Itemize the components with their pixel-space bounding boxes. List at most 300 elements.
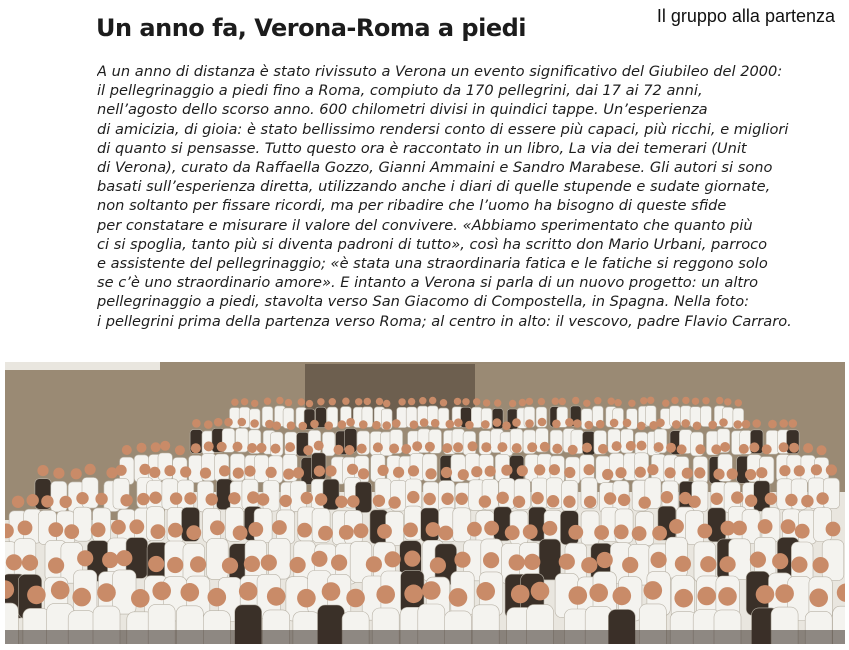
article-line: per constatare e misurare il valore del convivere. «Abbiamo sperimentato che quanto più [97, 216, 753, 234]
pilgrim-head [247, 443, 257, 453]
pilgrim-head [272, 421, 281, 430]
pilgrim-head [596, 420, 605, 429]
pilgrim-head [285, 442, 295, 452]
pilgrim-head [373, 495, 385, 507]
pilgrim-head [251, 400, 258, 407]
pilgrim-head [6, 554, 22, 570]
pilgrim-head [338, 420, 347, 429]
pilgrim-head [426, 522, 441, 537]
pilgrim-head [364, 398, 371, 405]
pilgrim-head [681, 419, 690, 428]
pilgrim-head [129, 519, 144, 534]
pilgrim-head [442, 443, 452, 453]
pilgrim-head [582, 443, 592, 453]
pilgrim-head [585, 421, 594, 430]
pilgrim-head [64, 524, 79, 539]
pilgrim-head [454, 398, 461, 405]
pilgrim-head [795, 524, 810, 539]
pilgrim-head [342, 398, 349, 405]
pilgrim-head [791, 557, 807, 573]
pilgrim-head [674, 589, 693, 608]
pilgrim-head [563, 496, 575, 508]
pilgrim-head [483, 399, 490, 406]
pilgrim-head [301, 492, 313, 504]
pilgrim-head [293, 467, 304, 478]
pilgrim-head [297, 523, 312, 538]
pilgrim-head [665, 467, 676, 478]
pilgrim-head [682, 468, 693, 479]
article-line: basati sull’esperienza diretta, utilizzando anche i diari di quelle stupende e sudate giornate, [97, 178, 771, 196]
pilgrim-head [297, 589, 316, 608]
pilgrim-head [594, 397, 601, 404]
pilgrim-head [644, 581, 663, 600]
pilgrim-head [584, 496, 596, 508]
pilgrim-head [27, 494, 39, 506]
pilgrim-head [720, 442, 730, 452]
pilgrim-head [238, 418, 247, 427]
pilgrim-head [440, 399, 447, 406]
pilgrim-head [441, 467, 452, 478]
pilgrim-head [324, 421, 333, 430]
article-line: ci si spoglia, tanto più si diventa padroni di tutto», così ha scritto don Mario Urbani, parroco [97, 235, 768, 253]
pilgrim-head [431, 419, 440, 428]
pilgrim-head [727, 468, 738, 479]
pilgrim-head [718, 587, 737, 606]
pilgrim-head [120, 494, 132, 506]
pilgrim-head [454, 418, 463, 427]
article-line: il pellegrinaggio a piedi fino a Roma, compiuto da 170 pellegrini, dai 17 ai 72 anni, [97, 82, 703, 100]
pilgrim-head [531, 492, 543, 504]
pilgrim-head [366, 556, 382, 572]
pilgrim-head [204, 420, 213, 429]
pilgrim-head [497, 492, 509, 504]
pilgrim-head [597, 552, 613, 568]
pilgrim-head [283, 469, 294, 480]
pilgrim-head [547, 495, 559, 507]
pilgrim-body [189, 455, 203, 482]
pilgrim-head [742, 420, 751, 429]
pilgrim-head [403, 523, 418, 538]
pilgrim-head [170, 492, 182, 504]
pilgrim-head [656, 419, 665, 428]
pilgrim-head [779, 442, 789, 452]
pilgrim-head [71, 468, 82, 479]
pilgrim-head [468, 441, 478, 451]
pilgrim-head [208, 588, 227, 607]
pilgrim-head [315, 493, 327, 505]
pilgrim-head [826, 464, 837, 475]
pilgrim-head [72, 588, 91, 607]
pilgrim-head [137, 443, 147, 453]
pilgrim-head [756, 467, 767, 478]
pilgrim-head [148, 556, 164, 572]
pilgrim-head [404, 551, 420, 567]
pilgrim-head [672, 420, 681, 429]
pilgrim-head [509, 400, 516, 407]
pilgrim-head [775, 584, 794, 603]
pilgrim-head [149, 492, 161, 504]
pilgrim-head [512, 418, 521, 427]
pilgrim-head [531, 582, 550, 601]
pilgrim-head [502, 421, 511, 430]
pilgrim-head [695, 444, 705, 454]
pilgrim-head [266, 467, 277, 478]
pilgrim-head [654, 442, 664, 452]
pilgrim-head [569, 586, 588, 605]
group-photo-illustration [5, 362, 845, 644]
pilgrim-head [429, 397, 436, 404]
pilgrim-head [479, 495, 491, 507]
pilgrim-head [420, 418, 429, 427]
pilgrim-head [373, 442, 383, 452]
pilgrim-head [713, 469, 724, 480]
pilgrim-head [244, 556, 260, 572]
pilgrim-head [224, 418, 233, 427]
pilgrim-head [303, 445, 313, 455]
pilgrim-head [257, 493, 269, 505]
pilgrim-head [345, 445, 355, 455]
pilgrim-head [388, 496, 400, 508]
pilgrim-head [734, 420, 743, 429]
pilgrim-head [637, 441, 647, 451]
pilgrim-head [602, 469, 613, 480]
pilgrim-head [458, 469, 469, 480]
pilgrim-head [811, 464, 822, 475]
pilgrim-head [331, 555, 347, 571]
pilgrim-head [632, 526, 647, 541]
pilgrim-head [334, 445, 344, 455]
pilgrim-head [635, 467, 646, 478]
pilgrim-head [51, 581, 70, 600]
pilgrim-head [511, 585, 530, 604]
pilgrim-head [614, 525, 629, 540]
pilgrim-head [184, 492, 196, 504]
pilgrim-head [322, 582, 341, 601]
pilgrim-head [732, 521, 747, 536]
article-line: pellegrinaggio a piedi, stavolta verso San Giacomo di Compostella, in Spagna. Nella foto: [97, 293, 750, 311]
pilgrim-head [637, 422, 646, 431]
pilgrim-head [168, 523, 183, 538]
pilgrim-head [85, 464, 96, 475]
photo-caption: Il gruppo alla partenza [656, 6, 835, 26]
article-line: non soltanto per fissare ricordi, ma per ribadire che l’uomo ha bisogno di queste sfide [97, 197, 727, 215]
pilgrim-head [385, 551, 401, 567]
pilgrim-head [467, 522, 482, 537]
pilgrim-head [534, 464, 545, 475]
pilgrim-head [453, 442, 463, 452]
pilgrim-head [116, 550, 132, 566]
pilgrim-head [233, 526, 248, 541]
pilgrim-head [465, 421, 474, 430]
pilgrim-head [543, 521, 558, 536]
pilgrim-head [519, 399, 526, 406]
pilgrim-head [559, 398, 566, 405]
pilgrim-head [749, 442, 759, 452]
pilgrim-head [339, 525, 354, 540]
pilgrim-head [160, 441, 170, 451]
pilgrim-head [392, 419, 401, 428]
pilgrim-head [276, 397, 283, 404]
pilgrim-head [222, 558, 238, 574]
pilgrim-head [694, 467, 705, 478]
pilgrim-head [708, 421, 717, 430]
pilgrim-head [180, 466, 191, 477]
pilgrim-head [290, 557, 306, 573]
pilgrim-head [483, 552, 499, 568]
pilgrim-head [22, 555, 38, 571]
pilgrim-head [228, 492, 240, 504]
pilgrim-head [594, 525, 609, 540]
pilgrim-head [272, 520, 287, 535]
pilgrim-head [131, 589, 150, 608]
pilgrim-head [720, 556, 736, 572]
pilgrim-head [497, 442, 507, 452]
pilgrim-head [779, 465, 790, 476]
pilgrim-head [816, 492, 828, 504]
pilgrim-head [376, 398, 383, 405]
pilgrim-head [149, 467, 160, 478]
pilgrim-head [608, 398, 615, 405]
pilgrim-head [314, 466, 325, 477]
pilgrim-head [206, 493, 218, 505]
pilgrim-head [358, 468, 369, 479]
pilgrim-head [329, 398, 336, 405]
pilgrim-head [598, 444, 608, 454]
pilgrim-head [628, 400, 635, 407]
pilgrim-head [280, 495, 292, 507]
article-line: A un anno di distanza è stato rivissuto a Verona un evento significativo del Giubileo del 2000: [97, 63, 783, 80]
pilgrim-head [95, 493, 107, 505]
pilgrim-head [758, 519, 773, 534]
pilgrim-head [509, 554, 525, 570]
pilgrim-head [186, 525, 201, 540]
pilgrim-head [572, 397, 579, 404]
pilgrim-head [60, 496, 72, 508]
pilgrim-head [481, 420, 490, 429]
pilgrim-head [525, 419, 534, 428]
pilgrim-head [250, 419, 259, 428]
pilgrim-head [493, 418, 502, 427]
pilgrim-head [267, 587, 286, 606]
pilgrim-head [383, 400, 390, 407]
pilgrim-head [779, 419, 788, 428]
pilgrim-head [626, 441, 636, 451]
pilgrim-head [711, 493, 723, 505]
pilgrim-head [559, 554, 575, 570]
pilgrim-head [803, 443, 813, 453]
pilgrim-head [538, 398, 545, 405]
pilgrim-head [408, 398, 415, 405]
article-line: se c’è uno straordinario amore». E intanto a Verona si parla di un nuovo progetto: un altro [97, 274, 759, 292]
pilgrim-head [398, 398, 405, 405]
pilgrim-head [285, 399, 292, 406]
pilgrim-head [473, 398, 480, 405]
pilgrim-head [151, 524, 166, 539]
pilgrim-head [826, 522, 841, 537]
article-line: nell’agosto dello scorso anno. 600 chilometri divisi in quindici tappe. Un’esperienza [97, 101, 708, 119]
pilgrim-head [768, 420, 777, 429]
pilgrim-head [422, 581, 441, 600]
pilgrim-head [214, 418, 223, 427]
pilgrim-head [484, 521, 499, 536]
pilgrim-body [539, 539, 561, 580]
pilgrim-head [325, 465, 336, 476]
pilgrim-head [661, 491, 673, 503]
pilgrim-head [604, 492, 616, 504]
pilgrim-head [581, 557, 597, 573]
pilgrim-head [48, 522, 63, 537]
pilgrim-head [568, 445, 578, 455]
pilgrim-head [299, 422, 308, 431]
pilgrim-head [750, 552, 766, 568]
pilgrim-head [552, 398, 559, 405]
pilgrim-head [372, 421, 381, 430]
pilgrim-head [640, 397, 647, 404]
pilgrim-head [789, 419, 798, 428]
pilgrim-head [564, 467, 575, 478]
pilgrim-head [801, 495, 813, 507]
pilgrim-head [311, 551, 327, 567]
pilgrim-head [666, 443, 676, 453]
pilgrim-head [192, 419, 201, 428]
pilgrim-head [481, 442, 491, 452]
pilgrim-head [265, 420, 274, 429]
pilgrim-head [111, 520, 126, 535]
pilgrim-head [813, 557, 829, 573]
pilgrim-head [462, 398, 469, 405]
pilgrim-head [419, 397, 426, 404]
pilgrim-head [745, 495, 757, 507]
pilgrim-head [702, 397, 709, 404]
pilgrim-head [287, 421, 296, 430]
pilgrim-head [697, 587, 716, 606]
pilgrim-head [772, 553, 788, 569]
pilgrim-head [817, 445, 827, 455]
pilgrim-head [526, 398, 533, 405]
pilgrim-head [615, 467, 626, 478]
pilgrim-head [688, 496, 700, 508]
pilgrim-head [471, 466, 482, 477]
pilgrim-head [167, 557, 183, 573]
pilgrim-head [310, 420, 319, 429]
pilgrim-head [513, 496, 525, 508]
pilgrim-head [48, 557, 64, 573]
pilgrim-head [610, 419, 619, 428]
pilgrim-head [647, 464, 658, 475]
pilgrim-head [719, 418, 728, 427]
pilgrim-head [233, 442, 243, 452]
pilgrim-head [700, 556, 716, 572]
pilgrim-head [137, 493, 149, 505]
pilgrim-head [765, 493, 777, 505]
pilgrim-head [317, 398, 324, 405]
pilgrim-head [565, 418, 574, 427]
pilgrim-head [382, 421, 391, 430]
pilgrim-head [652, 526, 667, 541]
pilgrim-head [412, 441, 422, 451]
pilgrim-head [378, 465, 389, 476]
pilgrim-head [191, 443, 201, 453]
pilgrim-head [404, 585, 423, 604]
pilgrim-head [584, 464, 595, 475]
pilgrim-head [408, 465, 419, 476]
pilgrim-head [248, 522, 263, 537]
pilgrim-head [102, 552, 118, 568]
pilgrim-head [589, 584, 608, 603]
pilgrim-head [549, 464, 560, 475]
pilgrim-head [425, 442, 435, 452]
pilgrim-head [200, 468, 211, 479]
pilgrim-head [614, 399, 621, 406]
pilgrim-head [18, 521, 33, 536]
pilgrim-head [512, 443, 522, 453]
pilgrim-body [254, 455, 268, 482]
pilgrim-body [322, 432, 335, 456]
pilgrim-head [639, 497, 651, 509]
pilgrim-head [116, 465, 127, 476]
pilgrim-head [505, 525, 520, 540]
pilgrim-head [677, 444, 687, 454]
pilgrim-head [389, 444, 399, 454]
pilgrim-head [347, 464, 358, 475]
pilgrim-head [271, 444, 281, 454]
pilgrim-head [692, 398, 699, 405]
pilgrim-head [41, 495, 53, 507]
pilgrim-head [682, 397, 689, 404]
article-line: i pellegrini prima della partenza verso Roma; al centro in alto: il vescovo, padre Flavio Carraro. [97, 312, 792, 330]
pilgrim-head [756, 585, 775, 604]
pilgrim-head [517, 465, 528, 476]
pilgrim-body [207, 539, 229, 580]
pilgrim-head [359, 420, 368, 429]
pilgrim-head [623, 419, 632, 428]
pilgrim-head [794, 465, 805, 476]
pilgrim-head [449, 588, 468, 607]
pilgrim-head [456, 493, 468, 505]
pilgrim-head [97, 583, 116, 602]
pilgrim-head [139, 464, 150, 475]
pilgrim-head [454, 552, 470, 568]
article-headline: Un anno fa, Verona-Roma a piedi [96, 14, 527, 42]
pilgrim-head [393, 467, 404, 478]
pilgrim-head [219, 465, 230, 476]
pilgrim-head [346, 418, 355, 427]
pilgrim-head [573, 419, 582, 428]
article-line: e assistente del pellegrinaggio; «è stata una straordinaria fatica e le fatiche si reggono solo [97, 255, 768, 273]
pilgrim-head [446, 420, 455, 429]
pilgrim-head [401, 444, 411, 454]
pilgrim-head [745, 469, 756, 480]
pilgrim-head [735, 399, 742, 406]
pilgrim-head [662, 400, 669, 407]
pilgrim-head [485, 466, 496, 477]
pilgrim-head [217, 442, 227, 452]
pilgrim-head [239, 582, 258, 601]
pilgrim-head [298, 398, 305, 405]
pilgrim-head [647, 397, 654, 404]
pilgrim-head [441, 493, 453, 505]
pilgrim-head [693, 422, 702, 431]
pilgrim-head [523, 524, 538, 539]
pilgrim-head [354, 523, 369, 538]
article-line: di Verona), curato da Raffaella Gozzo, Gianni Ammaini e Sandro Marabese. Gli autori si sono [97, 159, 773, 177]
pilgrim-head [164, 465, 175, 476]
pilgrim-head [425, 468, 436, 479]
pilgrim-head [12, 496, 24, 508]
pilgrim-head [501, 465, 512, 476]
pilgrim-head [612, 441, 622, 451]
pilgrim-head [77, 550, 93, 566]
